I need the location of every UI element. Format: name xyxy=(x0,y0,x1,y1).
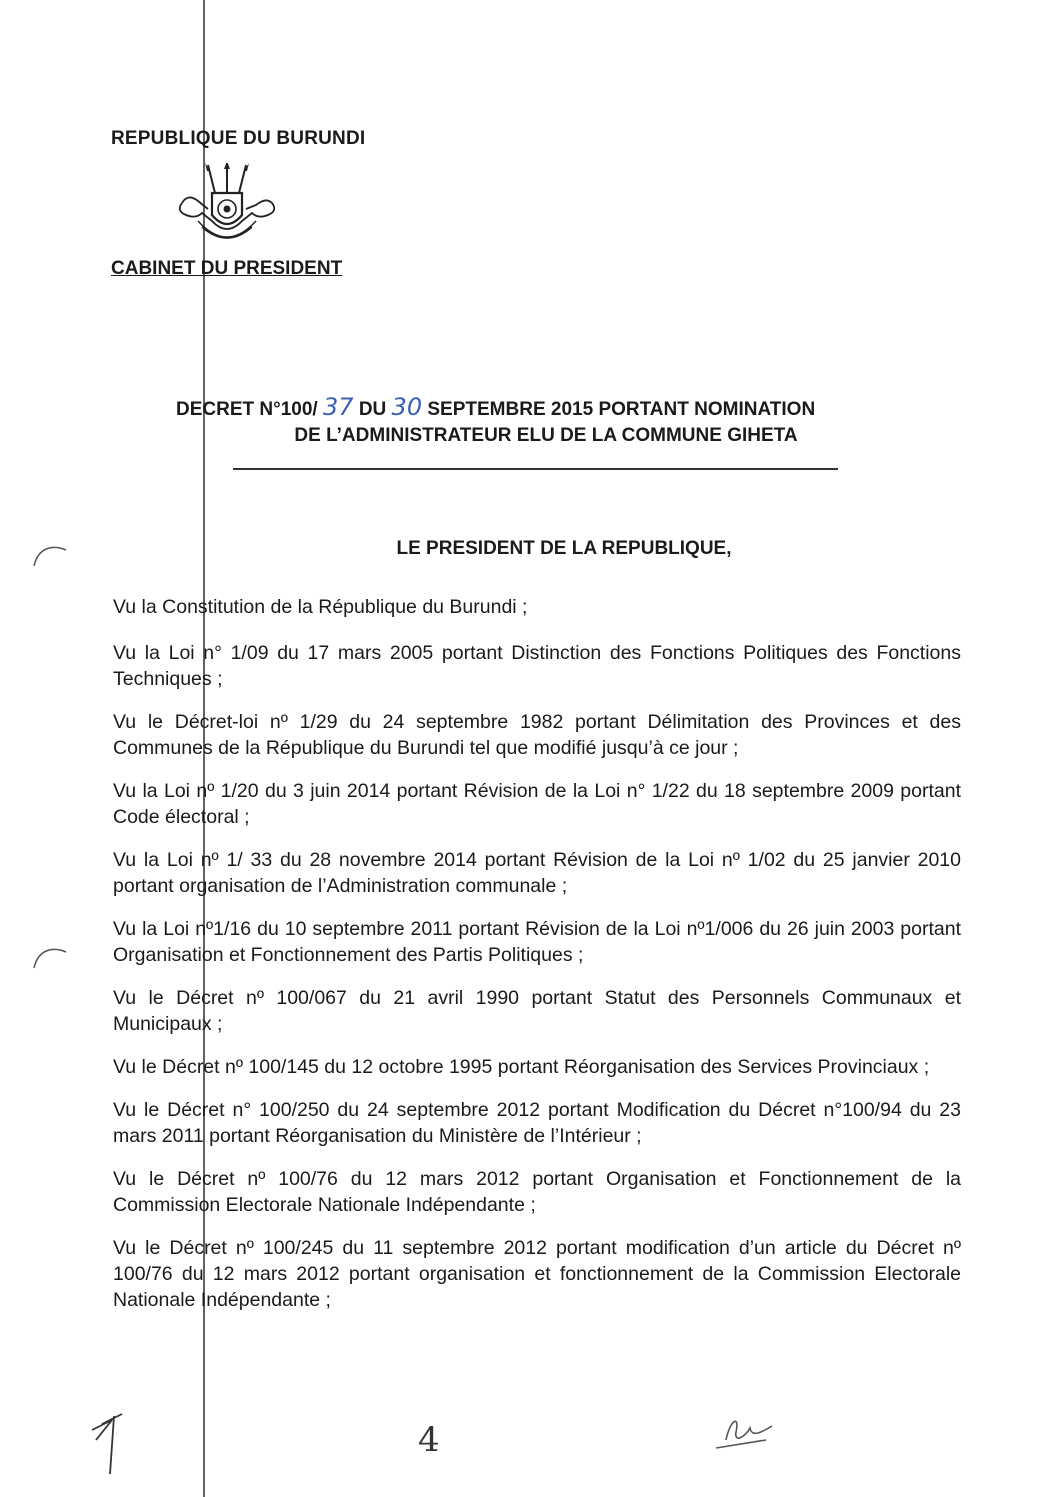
decree-title xyxy=(176,394,916,449)
visa-paragraph: Vu la Loi nº 1/ 33 du 28 novembre 2014 portant Révision de la Loi nº 1/02 du 25 janvier 2010 portant organisation de l’Administration communale ; xyxy=(113,849,961,897)
visa-paragraph: Vu le Décret nº 100/245 du 11 septembre 2012 portant modification d’un article du Décret nº 100/76 du 12 mars 2012 portant organisation et fonctionnement de la Commission Electorale Nationale Indépendante ; xyxy=(113,1237,961,1311)
decree-date-and-subject: SEPTEMBRE 2015 PORTANT NOMINATION xyxy=(427,399,816,420)
visa-paragraph: Vu la Loi n° 1/09 du 17 mars 2005 portant Distinction des Fonctions Politiques des Fonctions Techniques ; xyxy=(113,642,961,690)
visa-paragraph: Vu le Décret-loi nº 1/29 du 24 septembre 1982 portant Délimitation des Provinces et des Communes de la République du Burundi tel que modifié jusqu’à ce jour ; xyxy=(113,711,961,759)
visa-paragraph: Vu le Décret nº 100/76 du 12 mars 2012 portant Organisation et Fonctionnement de la Commission Electorale Nationale Indépendante ; xyxy=(113,1168,961,1216)
decree-number-prefix: DECRET N°100/ xyxy=(176,399,318,420)
burundi-coat-of-arms-icon xyxy=(172,163,282,255)
republic-heading: REPUBLIQUE DU BURUNDI xyxy=(111,128,366,149)
decree-title-line2: DE L’ADMINISTRATEUR ELU DE LA COMMUNE GIHETA xyxy=(294,425,798,446)
handwritten-decree-number: 37 xyxy=(322,393,354,421)
visa-paragraph: Vu la Loi nº1/16 du 10 septembre 2011 portant Révision de la Loi nº1/006 du 26 juin 2003 portant Organisation et Fonctionnement des Partis Politiques ; xyxy=(113,918,961,966)
visa-paragraph: Vu le Décret nº 100/145 du 12 octobre 1995 portant Réorganisation des Services Provinciaux ; xyxy=(113,1056,930,1078)
visa-paragraph: Vu le Décret nº 100/067 du 21 avril 1990 portant Statut des Personnels Communaux et Municipaux ; xyxy=(113,987,961,1035)
margin-mark-icon xyxy=(30,942,70,972)
president-heading: LE PRESIDENT DE LA REPUBLIQUE, xyxy=(396,538,732,559)
handwritten-initials-icon xyxy=(88,1410,138,1480)
visa-paragraph: Vu le Décret n° 100/250 du 24 septembre 2012 portant Modification du Décret n°100/94 du 23 mars 2011 portant Réorganisation du Ministère de l’Intérieur ; xyxy=(113,1099,961,1147)
decree-title-line1 xyxy=(176,394,916,423)
handwritten-page-number: 4 xyxy=(418,1420,440,1460)
title-underline-rule xyxy=(233,468,838,470)
decree-du: DU xyxy=(358,399,387,420)
visas-list xyxy=(113,594,961,1330)
visa-paragraph: Vu la Loi nº 1/20 du 3 juin 2014 portant Révision de la Loi n° 1/22 du 18 septembre 2009 portant Code électoral ; xyxy=(113,780,961,828)
cabinet-heading: CABINET DU PRESIDENT xyxy=(111,258,343,279)
handwritten-decree-day: 30 xyxy=(391,393,423,421)
visa-paragraph: Vu la Constitution de la République du Burundi ; xyxy=(113,596,528,618)
handwritten-signature-icon xyxy=(706,1410,786,1460)
